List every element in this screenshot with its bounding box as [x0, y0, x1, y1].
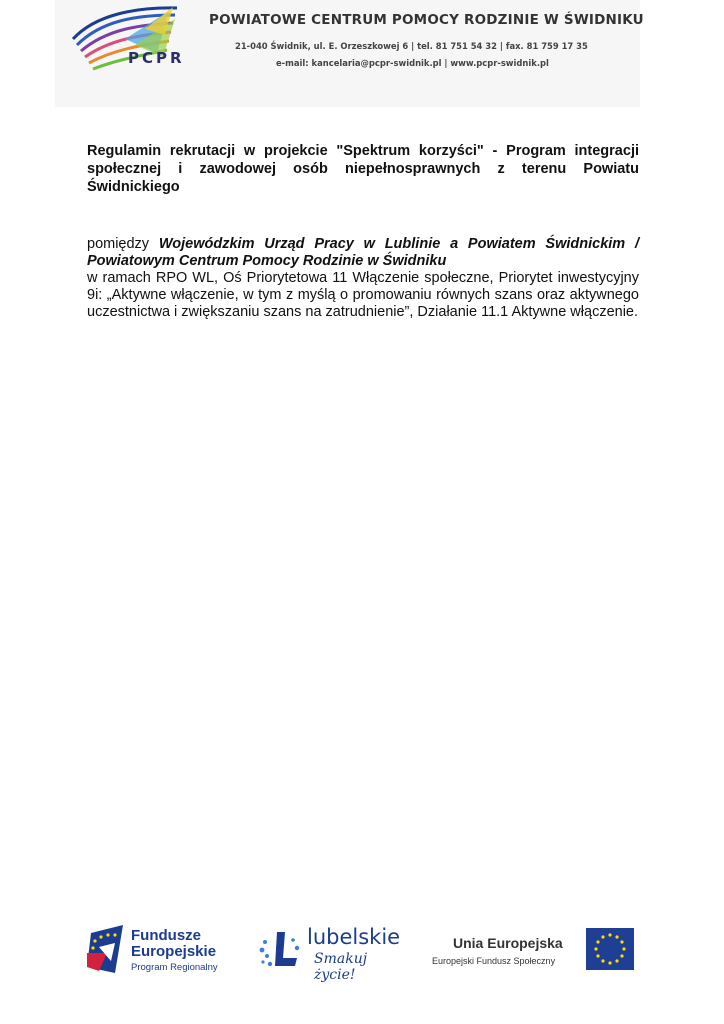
pcpr-logo-text: PCPR [128, 49, 185, 67]
unia-europejska-logo [429, 928, 640, 976]
lubelskie-icon [257, 928, 303, 972]
document-body [87, 142, 639, 321]
paragraph-parties: Wojewódzkim Urząd Pracy w Lublinie a Powiatem Świdnickim / Powiatowym Centrum Pomocy Rodzinie w Świdniku [87, 236, 640, 269]
lubelskie-slogan: Smakuj życie! [314, 951, 368, 983]
paragraph-body: w ramach RPO WL, Oś Priorytetowa 11 Włączenie społeczne, Priorytet inwestycyjny 9i: „Aktywne włączenie, w tym z myślą o promowaniu równych szans oraz aktywnego uczestnictwa i zwiększaniu szans na zatrudnienie”, Działanie 11.1 Aktywne włączenie. [87, 270, 639, 320]
fe-line-1: Fundusze [131, 927, 201, 944]
organization-email: e-mail: kancelaria@pcpr-swidnik.pl | www.pcpr-swidnik.pl [276, 58, 549, 68]
lubelskie-text: lubelskie [307, 925, 401, 949]
fundusze-europejskie-logo [85, 920, 230, 980]
paragraph-intro: pomiędzy [87, 236, 159, 252]
organization-name: POWIATOWE CENTRUM POMOCY RODZINIE W ŚWIDNIKU [209, 12, 644, 28]
fe-line-3: Program Regionalny [131, 962, 218, 973]
eu-flag-icon [586, 928, 634, 970]
fe-line-2: Europejskie [131, 943, 217, 960]
ue-line-2: Europejski Fundusz Społeczny [432, 956, 556, 966]
ue-line-1: Unia Europejska [453, 935, 563, 951]
document-title: Regulamin rekrutacji w projekcie "Spektrum korzyści" - Program integracji społecznej i zawodowej osób niepełnosprawnych z terenu Powiatu Świdnickiego [87, 143, 639, 195]
letterhead [55, 0, 644, 107]
footer-logos [85, 918, 640, 983]
document-paragraph [87, 236, 639, 321]
fundusze-europejskie-icon [85, 923, 127, 975]
organization-address: 21-040 Świdnik, ul. E. Orzeszkowej 6 | tel. 81 751 54 32 | fax. 81 759 17 35 [235, 41, 588, 51]
lubelskie-logo [257, 918, 407, 983]
